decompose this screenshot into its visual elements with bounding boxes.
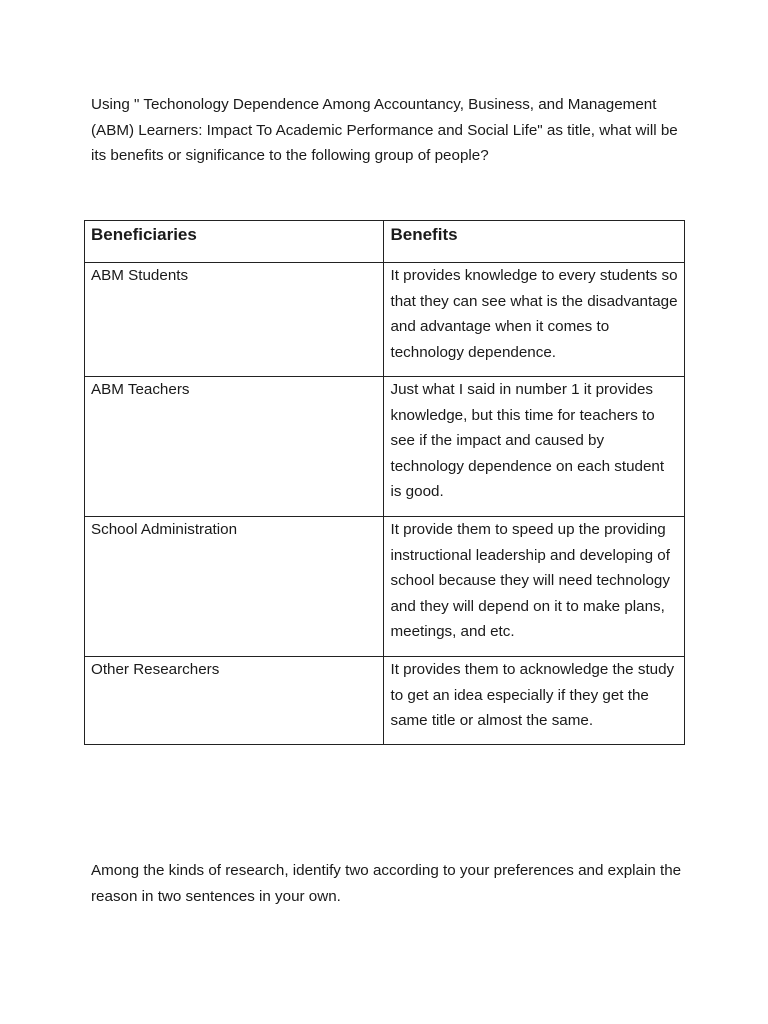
beneficiary-cell: ABM Students (85, 263, 384, 377)
intro-question: Using " Techonology Dependence Among Accountancy, Business, and Management (ABM) Learners: Impact To Academic Performance and Social Life" as title, what will be its benefits or significance to the following group of people? (91, 96, 678, 164)
header-benefits: Benefits (384, 221, 685, 263)
benefit-cell: Just what I said in number 1 it provides knowledge, but this time for teachers to see if the impact and caused by technology dependence on each student is good. (384, 377, 685, 517)
beneficiary-cell: Other Researchers (85, 657, 384, 745)
beneficiaries-table (84, 220, 685, 745)
table-header-row (85, 221, 685, 263)
beneficiary-cell: School Administration (85, 517, 384, 657)
benefit-cell: It provides them to acknowledge the study to get an idea especially if they get the same title or almost the same. (384, 657, 685, 745)
table-row (85, 517, 685, 657)
table-row (85, 263, 685, 377)
beneficiary-cell: ABM Teachers (85, 377, 384, 517)
benefit-cell: It provides knowledge to every students so that they can see what is the disadvantage and advantage when it comes to technology dependence. (384, 263, 685, 377)
table-row (85, 657, 685, 745)
research-question: Among the kinds of research, identify two according to your preferences and explain the reason in two sentences in your own. (91, 862, 682, 905)
benefit-cell: It provide them to speed up the providing instructional leadership and developing of school because they will need technology and they will depend on it to make plans, meetings, and etc. (384, 517, 685, 657)
header-beneficiaries: Beneficiaries (85, 221, 384, 263)
table-row (85, 377, 685, 517)
